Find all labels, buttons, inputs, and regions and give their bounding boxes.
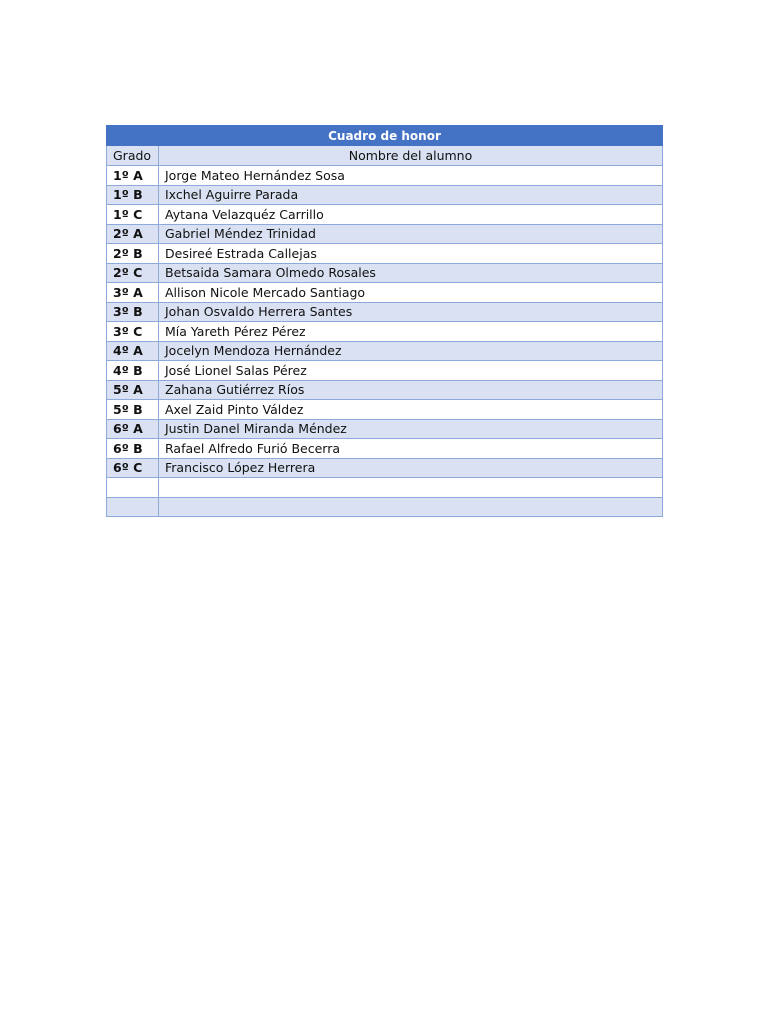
grado-cell: 1º B <box>107 185 159 205</box>
header-nombre: Nombre del alumno <box>159 146 663 166</box>
table-row <box>107 263 663 283</box>
grado-cell: 2º A <box>107 224 159 244</box>
grado-cell: 2º C <box>107 263 159 283</box>
nombre-cell: Axel Zaid Pinto Váldez <box>159 400 663 420</box>
table-row <box>107 361 663 381</box>
table-row <box>107 283 663 303</box>
grado-cell: 1º C <box>107 205 159 225</box>
grado-cell: 1º A <box>107 166 159 186</box>
nombre-cell: Allison Nicole Mercado Santiago <box>159 283 663 303</box>
table-body <box>107 166 663 517</box>
table-row <box>107 244 663 264</box>
honor-roll-table <box>106 125 663 517</box>
table-row <box>107 205 663 225</box>
nombre-cell: Mía Yareth Pérez Pérez <box>159 322 663 342</box>
nombre-cell <box>159 497 663 517</box>
table-row <box>107 458 663 478</box>
grado-cell: 4º A <box>107 341 159 361</box>
nombre-cell <box>159 478 663 498</box>
grado-cell: 6º A <box>107 419 159 439</box>
nombre-cell: Ixchel Aguirre Parada <box>159 185 663 205</box>
nombre-cell: Betsaida Samara Olmedo Rosales <box>159 263 663 283</box>
nombre-cell: Jorge Mateo Hernández Sosa <box>159 166 663 186</box>
table-row <box>107 419 663 439</box>
nombre-cell: Gabriel Méndez Trinidad <box>159 224 663 244</box>
table-row <box>107 341 663 361</box>
grado-cell: 6º C <box>107 458 159 478</box>
table-row <box>107 166 663 186</box>
nombre-cell: Justin Danel Miranda Méndez <box>159 419 663 439</box>
nombre-cell: Francisco López Herrera <box>159 458 663 478</box>
header-row <box>107 146 663 166</box>
header-grado: Grado <box>107 146 159 166</box>
grado-cell: 3º B <box>107 302 159 322</box>
table-row-empty <box>107 497 663 517</box>
nombre-cell: José Lionel Salas Pérez <box>159 361 663 381</box>
grado-cell <box>107 497 159 517</box>
grado-cell: 2º B <box>107 244 159 264</box>
grado-cell: 3º C <box>107 322 159 342</box>
table-row <box>107 302 663 322</box>
nombre-cell: Johan Osvaldo Herrera Santes <box>159 302 663 322</box>
table-row <box>107 439 663 459</box>
nombre-cell: Rafael Alfredo Furió Becerra <box>159 439 663 459</box>
grado-cell: 5º B <box>107 400 159 420</box>
nombre-cell: Desireé Estrada Callejas <box>159 244 663 264</box>
table-row <box>107 224 663 244</box>
table-row <box>107 322 663 342</box>
nombre-cell: Zahana Gutiérrez Ríos <box>159 380 663 400</box>
nombre-cell: Aytana Velazquéz Carrillo <box>159 205 663 225</box>
table-row-empty <box>107 478 663 498</box>
table-row <box>107 185 663 205</box>
grado-cell: 5º A <box>107 380 159 400</box>
nombre-cell: Jocelyn Mendoza Hernández <box>159 341 663 361</box>
honor-roll-sheet <box>106 125 662 517</box>
table-row <box>107 400 663 420</box>
table-row <box>107 380 663 400</box>
grado-cell: 4º B <box>107 361 159 381</box>
table-title: Cuadro de honor <box>107 126 663 146</box>
grado-cell: 3º A <box>107 283 159 303</box>
grado-cell <box>107 478 159 498</box>
grado-cell: 6º B <box>107 439 159 459</box>
